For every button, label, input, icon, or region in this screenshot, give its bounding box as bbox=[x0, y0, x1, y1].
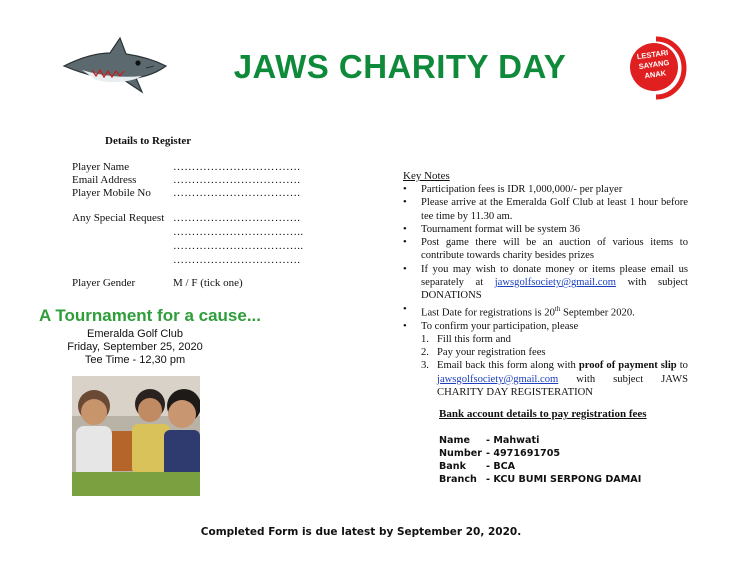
bank-label: Number bbox=[439, 448, 482, 459]
note-confirm: To confirm your participation, please bbox=[421, 320, 579, 332]
badge-text bbox=[630, 47, 678, 83]
children-photo bbox=[72, 376, 200, 496]
player-mobile-field[interactable]: ……………………………. bbox=[173, 187, 301, 199]
page-title: JAWS CHARITY DAY bbox=[233, 48, 567, 85]
event-date: Friday, September 25, 2020 bbox=[67, 341, 203, 353]
note-last-date-month: September 2020. bbox=[560, 307, 635, 319]
note-auction: Post game there will be an auction of various items to contribute towards charity besides prizes bbox=[421, 237, 688, 262]
bank-row-branch bbox=[439, 473, 641, 486]
special-request-field-line[interactable]: ……………………………. bbox=[173, 254, 301, 266]
bullet: • bbox=[403, 320, 407, 332]
key-notes-heading: Key Notes bbox=[403, 170, 450, 182]
list-item bbox=[403, 346, 688, 359]
key-notes-list bbox=[403, 183, 688, 399]
list-item bbox=[403, 359, 688, 399]
lestari-sayang-anak-badge bbox=[624, 35, 688, 101]
event-tee-time: Tee Time - 12,30 pm bbox=[84, 354, 186, 366]
confirm-steps bbox=[403, 333, 688, 399]
bullet: • bbox=[403, 184, 407, 195]
step-proof-of-payment: proof of payment slip bbox=[578, 360, 677, 372]
bank-label: Name bbox=[439, 435, 471, 446]
note-donate-text: If you may wish to donate money or items please email us separately at bbox=[421, 263, 688, 289]
player-name-label: Player Name bbox=[72, 161, 130, 173]
step-number: 2. bbox=[421, 347, 429, 359]
email-address-label: Email Address bbox=[72, 174, 137, 186]
bank-details-heading: Bank account details to pay registration fees bbox=[439, 408, 647, 420]
bullet: • bbox=[403, 263, 407, 275]
bank-value: - 4971691705 bbox=[486, 448, 561, 459]
list-item bbox=[403, 320, 688, 333]
tournament-tagline: A Tournament for a cause... bbox=[39, 306, 261, 325]
bullet: • bbox=[403, 303, 407, 315]
donation-email-link[interactable]: jawsgolfsociety@gmail.com bbox=[494, 277, 616, 289]
step-to: to bbox=[676, 360, 688, 372]
list-item bbox=[403, 183, 688, 196]
registration-email-link[interactable]: jawsgolfsociety@gmail.com bbox=[437, 373, 559, 385]
list-item bbox=[403, 263, 688, 303]
step-email-text: Email back this form along with bbox=[437, 360, 579, 372]
confirm-steps-list bbox=[403, 333, 688, 399]
special-request-label: Any Special Request bbox=[72, 212, 165, 224]
bank-row-bank bbox=[439, 460, 515, 473]
bank-row-name bbox=[439, 434, 539, 447]
bullet: • bbox=[403, 197, 407, 209]
bank-value: - BCA bbox=[486, 461, 516, 472]
bank-label: Bank bbox=[439, 461, 466, 472]
badge-line: SAYANG bbox=[638, 57, 670, 72]
details-heading: Details to Register bbox=[105, 135, 192, 147]
bank-label: Branch bbox=[439, 474, 477, 485]
list-item bbox=[403, 236, 688, 263]
bullet: • bbox=[403, 237, 407, 249]
step-pay-fees: Pay your registration fees bbox=[437, 347, 546, 359]
player-name-field[interactable]: ……………………………. bbox=[173, 161, 301, 173]
bank-value: - Mahwati bbox=[486, 435, 540, 446]
player-mobile-label: Player Mobile No bbox=[72, 187, 151, 199]
step-number: 1. bbox=[421, 333, 429, 345]
form-due-notice: Completed Form is due latest by September 20, 2020. bbox=[200, 526, 522, 538]
note-last-date-suffix: th bbox=[554, 304, 561, 313]
special-request-field-line[interactable]: …………………………….. bbox=[173, 240, 304, 252]
badge-line: LESTARI bbox=[636, 47, 669, 62]
note-format: Tournament format will be system 36 bbox=[421, 223, 581, 235]
bullet: • bbox=[403, 223, 407, 235]
special-request-field-line[interactable]: …………………………….. bbox=[173, 226, 304, 238]
note-fee: Participation fees is IDR 1,000,000/- per player bbox=[421, 184, 623, 195]
player-gender-field[interactable]: M / F (tick one) bbox=[173, 277, 243, 289]
list-item bbox=[403, 223, 688, 236]
list-item bbox=[403, 196, 688, 223]
step-fill-form: Fill this form and bbox=[437, 333, 511, 345]
list-item bbox=[403, 303, 688, 320]
badge-line: ANAK bbox=[643, 68, 667, 81]
note-last-date: Last Date for registrations is 20 bbox=[421, 307, 555, 319]
bank-row-number bbox=[439, 447, 560, 460]
shark-logo bbox=[62, 36, 168, 94]
bank-value: - KCU BUMI SERPONG DAMAI bbox=[486, 474, 642, 485]
list-item bbox=[403, 333, 688, 346]
email-address-field[interactable]: ……………………………. bbox=[173, 174, 301, 186]
step-subject: with subject JAWS CHARITY DAY REGISTERATION bbox=[437, 373, 688, 398]
special-request-field[interactable]: ……………………………. bbox=[173, 212, 301, 224]
player-gender-label: Player Gender bbox=[72, 277, 136, 289]
step-number: 3. bbox=[421, 360, 429, 372]
note-donate-subject: with subject DONATIONS bbox=[421, 277, 688, 302]
note-arrive: Please arrive at the Emeralda Golf Club at least 1 hour before tee time by 11.30 am. bbox=[421, 197, 688, 222]
event-venue: Emeralda Golf Club bbox=[87, 328, 183, 340]
